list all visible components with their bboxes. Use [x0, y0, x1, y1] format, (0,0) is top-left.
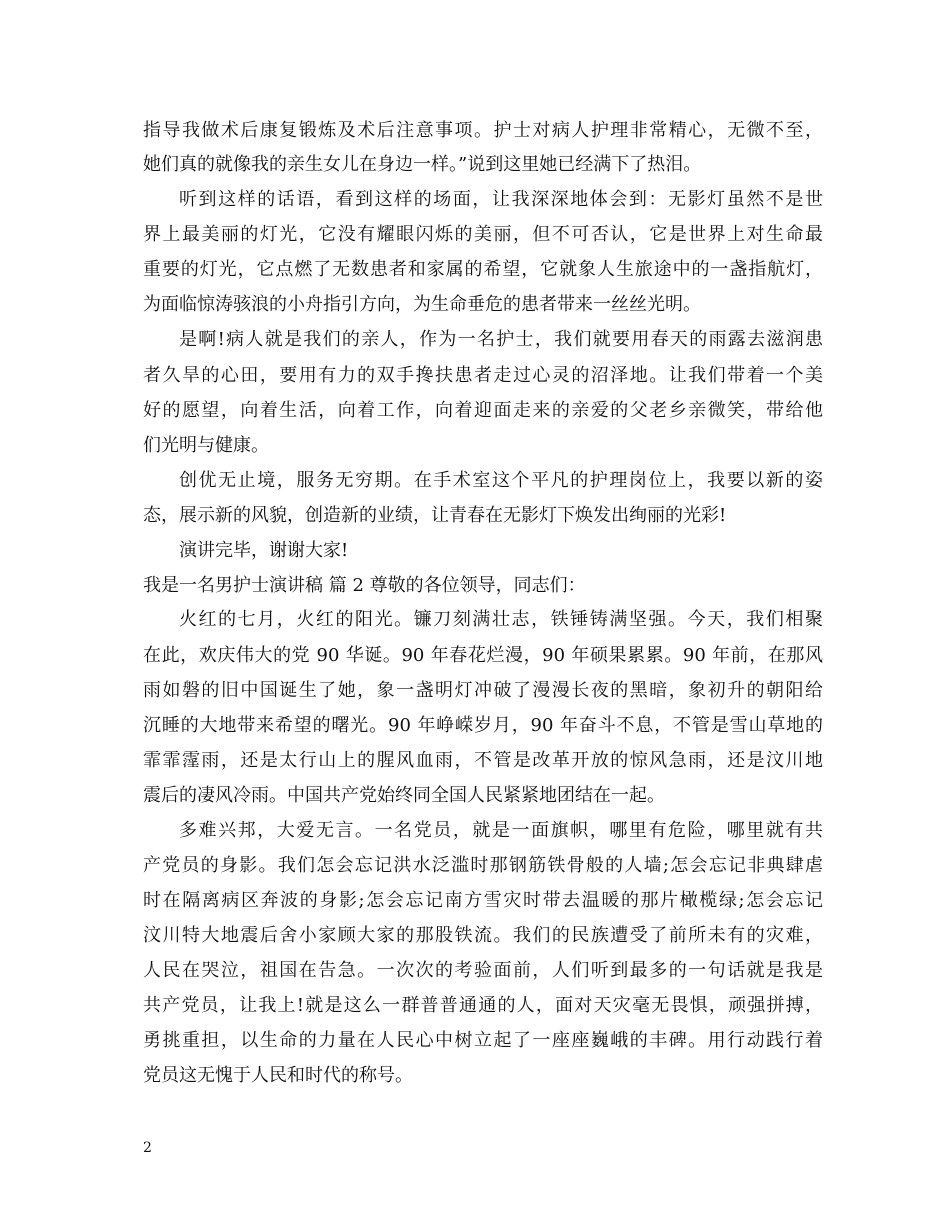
text-line: 好的愿望，向着生活，向着工作，向着迎面走来的亲爱的父老乡亲微笑，带给他: [143, 400, 823, 421]
paragraph-first-line: 创优无止境，服务无穷期。在手术室这个平凡的护理岗位上，我要以新的姿: [179, 470, 823, 491]
text-line: 她们真的就像我的亲生女儿在身边一样。”说到这里她已经满下了热泪。: [143, 154, 702, 175]
closing-line: 演讲完毕，谢谢大家!: [179, 540, 349, 561]
text-line: 汶川特大地震后舍小家顾大家的那股铁流。我们的民族遭受了前所未有的灾难，: [143, 925, 823, 946]
text-line: 勇挑重担，以生命的力量在人民心中树立起了一座座巍峨的丰碑。用行动践行着: [143, 1030, 823, 1051]
text-line: 指导我做术后康复锻炼及术后注意事项。护士对病人护理非常精心，无微不至，: [143, 120, 823, 141]
text-line: 雨如磐的旧中国诞生了她，象一盏明灯冲破了漫漫长夜的黑暗，象初升的朝阳给: [143, 680, 823, 701]
text-line: 态，展示新的风貌，创造新的业绩，让青春在无影灯下焕发出绚丽的光彩!: [143, 505, 727, 526]
text-line: 沉睡的大地带来希望的曙光。90 年峥嵘岁月，90 年奋斗不息，不管是雪山草地的: [143, 715, 823, 736]
text-line: 震后的凄风冷雨。中国共产党始终同全国人民紧紧地团结在一起。: [143, 785, 665, 806]
text-line: 时在隔离病区奔波的身影;怎会忘记南方雪灾时带去温暖的那片橄榄绿;怎会忘记: [143, 890, 823, 911]
text-line: 党员这无愧于人民和时代的称号。: [143, 1065, 413, 1086]
text-line: 为面临惊涛骇浪的小舟指引方向，为生命垂危的患者带来一丝丝光明。: [143, 294, 701, 315]
text-line: 人民在哭泣，祖国在告急。一次次的考验面前，人们听到最多的一句话就是我是: [143, 960, 823, 981]
text-line: 共产党员，让我上!就是这么一群普普通通的人，面对天灾毫无畏惧，顽强拼搏，: [143, 995, 823, 1016]
text-line: 者久旱的心田，要用有力的双手搀扶患者走过心灵的沼泽地。让我们带着一个美: [143, 365, 823, 386]
paragraph-first-line: 听到这样的话语，看到这样的场面，让我深深地体会到：无影灯虽然不是世: [179, 189, 823, 210]
paragraph-first-line: 火红的七月，火红的阳光。镰刀刻满壮志，铁锤铸满坚强。今天，我们相聚: [179, 609, 823, 630]
text-line: 重要的灯光，它点燃了无数患者和家属的希望，它就象人生旅途中的一盏指航灯，: [143, 259, 823, 280]
text-line: 界上最美丽的灯光，它没有耀眼闪烁的美丽，但不可否认，它是世界上对生命最: [143, 224, 823, 245]
text-line: 在此，欢庆伟大的党 90 华诞。90 年春花烂漫，90 年硕果累累。90 年前，在那风: [143, 645, 823, 666]
text-line: 们光明与健康。: [143, 435, 269, 456]
page-number: 2: [143, 1140, 152, 1156]
paragraph-first-line: 是啊!病人就是我们的亲人，作为一名护士，我们就要用春天的雨露去滋润患: [179, 329, 823, 350]
section-heading: 我是一名男护士演讲稿 篇 2 尊敬的各位领导，同志们：: [143, 575, 586, 596]
paragraph-first-line: 多难兴邦，大爱无言。一名党员，就是一面旗帜，哪里有危险，哪里就有共: [179, 820, 823, 841]
text-line: 产党员的身影。我们怎会忘记洪水泛滥时那钢筋铁骨般的人墙;怎会忘记非典肆虐: [143, 855, 823, 876]
text-line: 霏霏霪雨，还是太行山上的腥风血雨，不管是改革开放的惊风急雨，还是汶川地: [143, 750, 823, 771]
